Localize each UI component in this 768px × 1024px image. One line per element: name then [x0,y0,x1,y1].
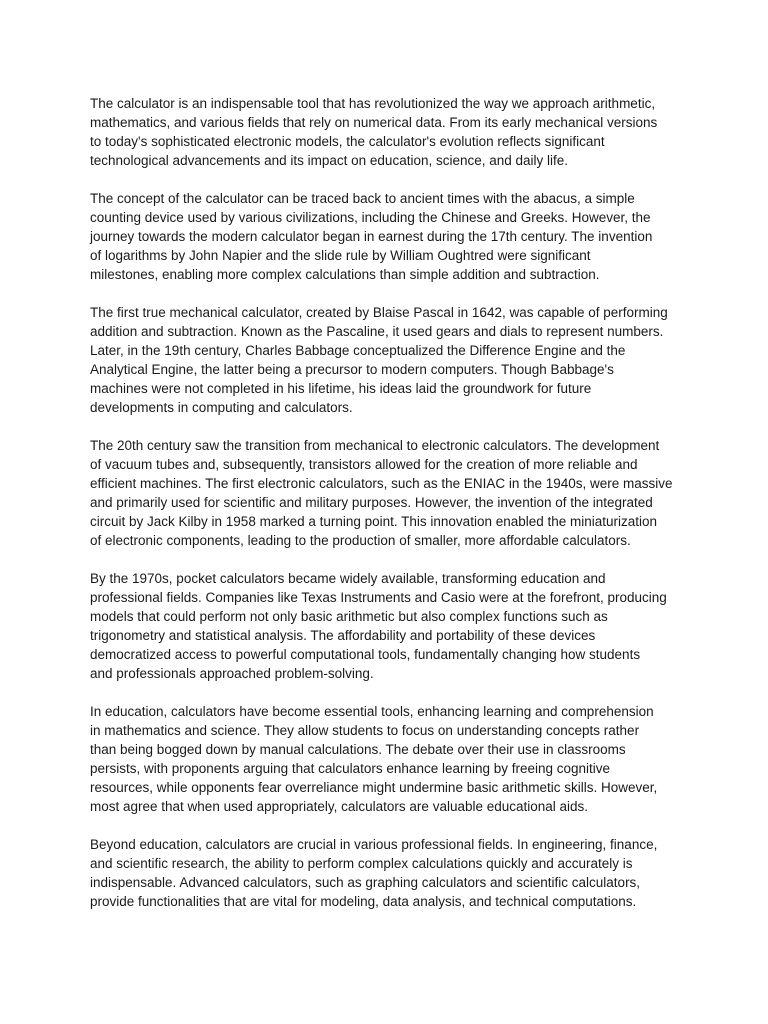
text-line: models that could perform not only basic arithmetic but also complex functions such as [90,609,608,624]
text-line: and scientific research, the ability to perform complex calculations quickly and accurately is [90,856,633,871]
text-line: and professionals approached problem-solving. [90,666,374,681]
text-line: The 20th century saw the transition from mechanical to electronic calculators. The development [90,438,660,453]
text-line: persists, with proponents arguing that calculators enhance learning by freeing cognitive [90,761,611,776]
text-line: Beyond education, calculators are crucial in various professional fields. In engineering, finance, [90,837,658,852]
text-line: most agree that when used appropriately, calculators are valuable educational aids. [90,799,589,814]
paragraph-professional-fields [90,835,680,911]
paragraph-pocket-calculators [90,569,680,683]
text-line: efficient machines. The first electronic calculators, such as the ENIAC in the 1940s, were massive [90,476,673,491]
text-line: resources, while opponents fear overreliance might undermine basic arithmetic skills. However, [90,780,658,795]
text-line: Analytical Engine, the latter being a precursor to modern computers. Though Babbage's [90,362,614,377]
text-line: of logarithms by John Napier and the slide rule by William Oughtred were significant [90,248,591,263]
paragraph-electronic-calculators [90,436,680,550]
text-line: circuit by Jack Kilby in 1958 marked a turning point. This innovation enabled the miniaturization [90,514,658,529]
text-line: The first true mechanical calculator, created by Blaise Pascal in 1642, was capable of performing [90,305,668,320]
text-line: Later, in the 19th century, Charles Babbage conceptualized the Difference Engine and the [90,343,626,358]
text-line: of electronic components, leading to the production of smaller, more affordable calculators. [90,533,631,548]
text-line: than being bogged down by manual calculations. The debate over their use in classrooms [90,742,626,757]
text-line: provide functionalities that are vital for modeling, data analysis, and technical computations. [90,894,637,909]
text-line: The concept of the calculator can be traced back to ancient times with the abacus, a simple [90,191,635,206]
text-line: machines were not completed in his lifetime, his ideas laid the groundwork for future [90,381,592,396]
text-line: to today's sophisticated electronic models, the calculator's evolution reflects significant [90,134,605,149]
text-line: In education, calculators have become essential tools, enhancing learning and comprehension [90,704,654,719]
document-page [90,94,680,930]
text-line: mathematics, and various fields that rely on numerical data. From its early mechanical versions [90,115,658,130]
text-line: milestones, enabling more complex calculations than simple addition and subtraction. [90,267,600,282]
paragraph-introduction [90,94,680,170]
text-line: indispensable. Advanced calculators, such as graphing calculators and scientific calculators, [90,875,641,890]
paragraph-mechanical-calculators [90,303,680,417]
text-line: counting device used by various civilizations, including the Chinese and Greeks. However, the [90,210,651,225]
text-line: developments in computing and calculators. [90,400,353,415]
text-line: By the 1970s, pocket calculators became widely available, transforming education and [90,571,606,586]
text-line: of vacuum tubes and, subsequently, transistors allowed for the creation of more reliable and [90,457,638,472]
text-line: trigonometry and statistical analysis. The affordability and portability of these devices [90,628,596,643]
text-line: in mathematics and science. They allow students to focus on understanding concepts rather [90,723,640,738]
paragraph-education [90,702,680,816]
text-line: journey towards the modern calculator began in earnest during the 17th century. The invention [90,229,653,244]
text-line: technological advancements and its impact on education, science, and daily life. [90,153,569,168]
text-line: professional fields. Companies like Texas Instruments and Casio were at the forefront, producing [90,590,667,605]
text-line: and primarily used for scientific and military purposes. However, the invention of the integrated [90,495,653,510]
text-line: addition and subtraction. Known as the Pascaline, it used gears and dials to represent numbers. [90,324,664,339]
text-line: democratized access to powerful computational tools, fundamentally changing how students [90,647,641,662]
paragraph-history-abacus [90,189,680,284]
text-line: The calculator is an indispensable tool that has revolutionized the way we approach arithmetic, [90,96,656,111]
